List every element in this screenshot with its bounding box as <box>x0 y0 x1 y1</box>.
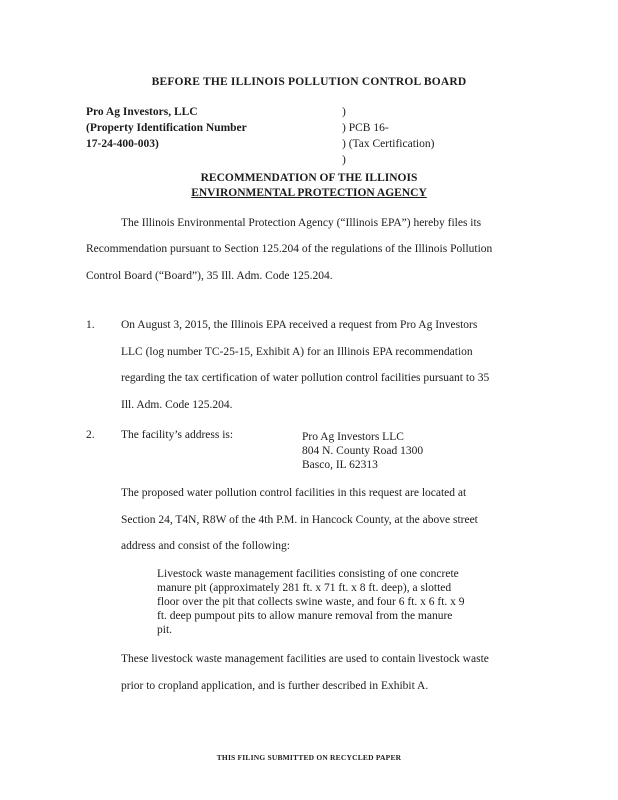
caption-party <box>86 104 247 152</box>
intro-line: The Illinois Environmental Protection Agency (“Illinois EPA”) hereby files its <box>121 217 482 229</box>
facility-description-line: pit. <box>157 624 173 636</box>
para1-line: Ill. Adm. Code 125.204. <box>121 399 233 411</box>
facility-description-line: Livestock waste management facilities consisting of one concrete <box>157 568 459 580</box>
para1-line: On August 3, 2015, the Illinois EPA received a request from Pro Ag Investors <box>121 319 478 331</box>
document-title-line2: ENVIRONMENTAL PROTECTION AGENCY <box>191 187 427 199</box>
document-title-line1: RECOMMENDATION OF THE ILLINOIS <box>200 172 418 184</box>
facility-description-line: ft. deep pumpout pits to allow manure removal from the manure <box>157 610 453 622</box>
caption-party-line: (Property Identification Number <box>86 122 247 134</box>
facility-description-line: floor over the pit that collects swine waste, and four 6 ft. x 6 ft. x 9 <box>157 596 465 608</box>
caption-case-line: ) PCB 16- <box>342 122 389 134</box>
para2-body-line: address and consist of the following: <box>121 540 290 552</box>
address-line: 804 N. County Road 1300 <box>302 445 424 457</box>
facility-description-line: manure pit (approximately 281 ft. x 71 ft. x 8 ft. deep), a slotted <box>157 582 452 594</box>
caption-case-line: ) (Tax Certification) <box>342 138 435 150</box>
address-line: Basco, IL 62313 <box>302 459 378 471</box>
address-line: Pro Ag Investors LLC <box>302 431 404 443</box>
paragraph-number: 2. <box>86 429 95 441</box>
caption-case-line: ) <box>342 154 346 166</box>
caption-case <box>342 104 434 168</box>
para2-body-line: Section 24, T4N, R8W of the 4th P.M. in Hancock County, at the above street <box>121 514 478 526</box>
intro-line: Control Board (“Board”), 35 Ill. Adm. Code 125.204. <box>86 270 333 282</box>
recycled-paper-footer: THIS FILING SUBMITTED ON RECYCLED PAPER <box>216 753 402 762</box>
board-heading: BEFORE THE ILLINOIS POLLUTION CONTROL BOARD <box>151 76 467 88</box>
paragraph-number: 1. <box>86 319 95 331</box>
closing-line: prior to cropland application, and is further described in Exhibit A. <box>121 680 429 692</box>
caption-party-line: Pro Ag Investors, LLC <box>86 106 198 118</box>
address-label: The facility’s address is: <box>121 429 234 441</box>
caption-case-line: ) <box>342 106 346 118</box>
closing-line: These livestock waste management facilities are used to contain livestock waste <box>121 653 489 665</box>
para2-body-line: The proposed water pollution control facilities in this request are located at <box>121 487 467 499</box>
caption-party-line: 17-24-400-003) <box>86 138 159 150</box>
para1-line: LLC (log number TC-25-15, Exhibit A) for an Illinois EPA recommendation <box>121 346 473 358</box>
intro-line: Recommendation pursuant to Section 125.204 of the regulations of the Illinois Pollution <box>86 243 493 255</box>
para1-line: regarding the tax certification of water pollution control facilities pursuant to 35 <box>121 372 490 384</box>
